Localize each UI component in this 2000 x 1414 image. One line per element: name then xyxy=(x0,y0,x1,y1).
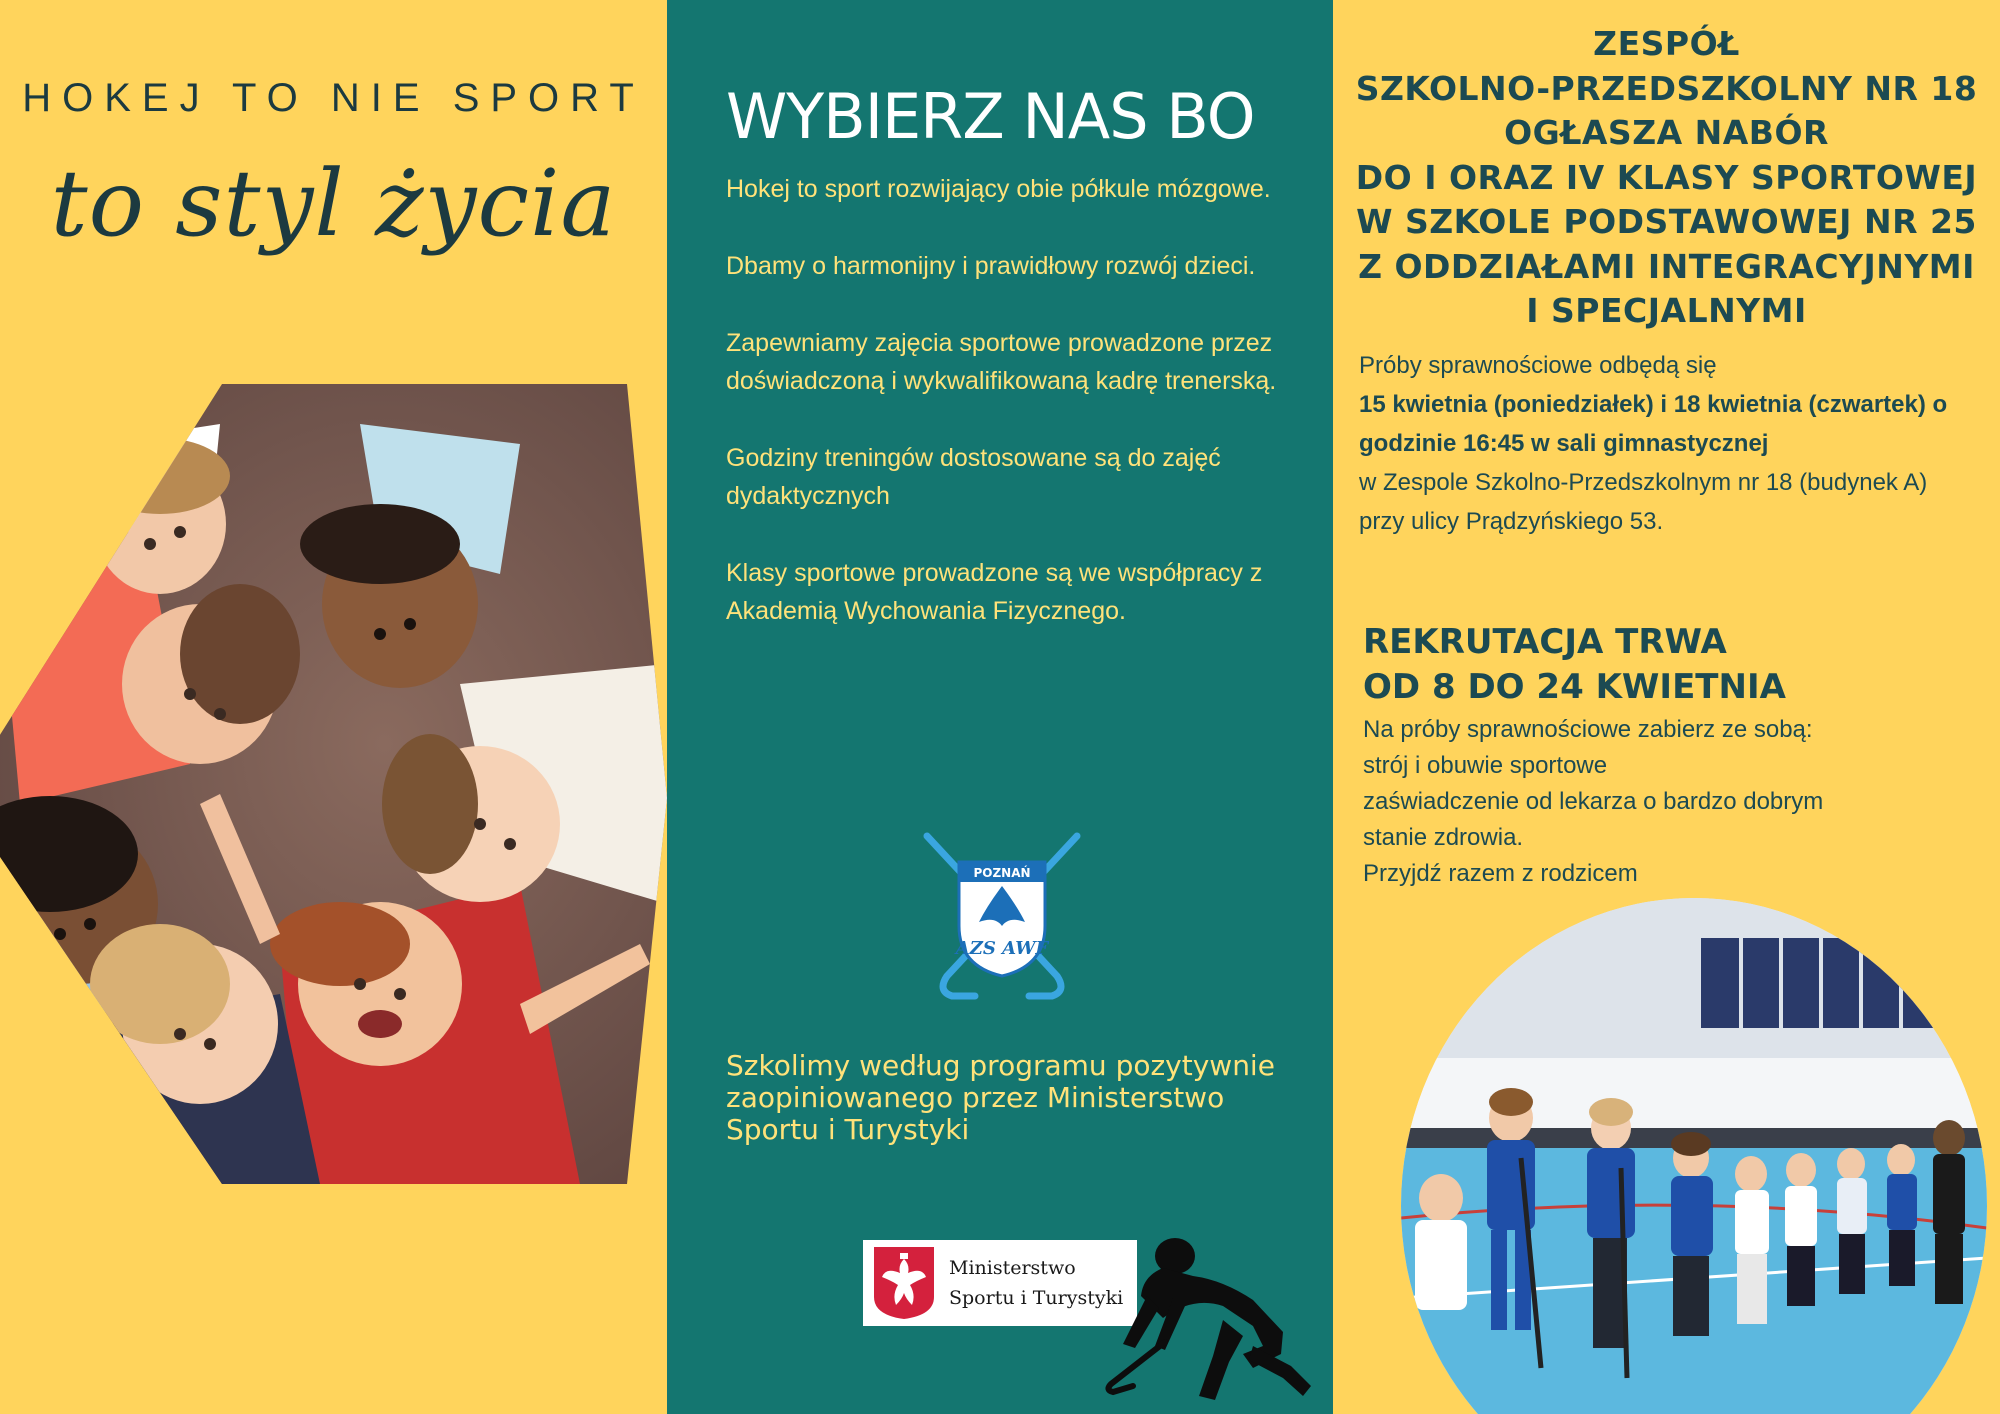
tagline: HOKEJ TO NIE SPORT xyxy=(22,76,645,120)
heading-line: W SZKOLE PODSTAWOWEJ NR 25 xyxy=(1356,202,1977,241)
heading-line: Z ODDZIAŁAMI INTEGRACYJNYMI xyxy=(1358,246,1975,286)
gym-photo xyxy=(1401,898,1987,1414)
recruitment-line-1: REKRUTACJA TRWA xyxy=(1363,622,1727,662)
requirement-line: stanie zdrowia. xyxy=(1363,824,1524,851)
hockey-player-silhouette xyxy=(1103,1236,1323,1406)
heading-line: DO I ORAZ IV KLASY SPORTOWEJ xyxy=(1355,157,1978,197)
list-item: Dbamy o harmonijny i prawidłowy rozwój dzieci. xyxy=(726,252,1256,280)
trial-intro: Próby sprawnościowe odbędą się xyxy=(1359,352,1717,379)
azs-awf-logo xyxy=(917,826,1087,1006)
heading-line: SZKOLNO-PRZEDSZKOLNY NR 18 xyxy=(1355,68,1978,108)
section-title: WYBIERZ NAS BO xyxy=(726,80,1255,153)
requirement-line: Przyjdź razem z rodzicem xyxy=(1363,860,1638,887)
ministry-line-1: Ministerstwo xyxy=(949,1257,1076,1279)
middle-panel xyxy=(667,0,1333,1414)
ministry-logo xyxy=(863,1240,1137,1326)
polish-eagle-icon xyxy=(863,1240,945,1326)
list-item: Hokej to sport rozwijający obie półkule mózgowe. xyxy=(726,175,1271,203)
heading-line: OGŁASZA NABÓR xyxy=(1504,113,1829,152)
ministry-line-2: Sportu i Turystyki xyxy=(949,1287,1124,1309)
right-panel xyxy=(1333,0,2000,1414)
list-item: Zapewniamy zajęcia sportowe prowadzone przez doświadczoną i wykwalifikowaną kadrę trenerską. xyxy=(726,329,1277,395)
requirement-line: Na próby sprawnościowe zabierz ze sobą: xyxy=(1363,716,1813,743)
trial-dates: 15 kwietnia (poniedziałek) i 18 kwietnia (czwartek) o godzinie 16:45 w sali gimnastycznej xyxy=(1359,391,1948,457)
program-note: Szkolimy według programu pozytywnie zaopiniowanego przez Ministerstwo Sportu i Turystyki xyxy=(726,1049,1275,1146)
requirements-list xyxy=(1363,712,1983,892)
logo-club: AZS AWF xyxy=(955,938,1049,959)
logo-city: POZNAŃ xyxy=(973,866,1031,880)
trial-info xyxy=(1359,346,1979,541)
announcement-heading xyxy=(1333,22,2000,334)
requirement-line: strój i obuwie sportowe xyxy=(1363,752,1608,779)
script-title: to styl życia xyxy=(50,150,617,257)
list-item: Godziny treningów dostosowane są do zajęć dydaktycznych xyxy=(726,444,1221,510)
requirement-line: zaświadczenie od lekarza o bardzo dobrym xyxy=(1363,788,1824,815)
list-item: Klasy sportowe prowadzone są we współpracy z Akademią Wychowania Fizycznego. xyxy=(726,559,1263,625)
left-panel xyxy=(0,0,667,1414)
heading-line: ZESPÓŁ xyxy=(1593,24,1740,63)
recruitment-line-2: OD 8 DO 24 KWIETNIA xyxy=(1363,667,1786,707)
recruitment-heading xyxy=(1363,620,1786,710)
benefits-list xyxy=(726,170,1306,669)
children-photo xyxy=(0,384,667,1184)
heading-line: I SPECJALNYMI xyxy=(1526,291,1807,330)
trial-place: w Zespole Szkolno-Przedszkolnym nr 18 (budynek A) przy ulicy Prądzyńskiego 53. xyxy=(1359,469,1928,535)
